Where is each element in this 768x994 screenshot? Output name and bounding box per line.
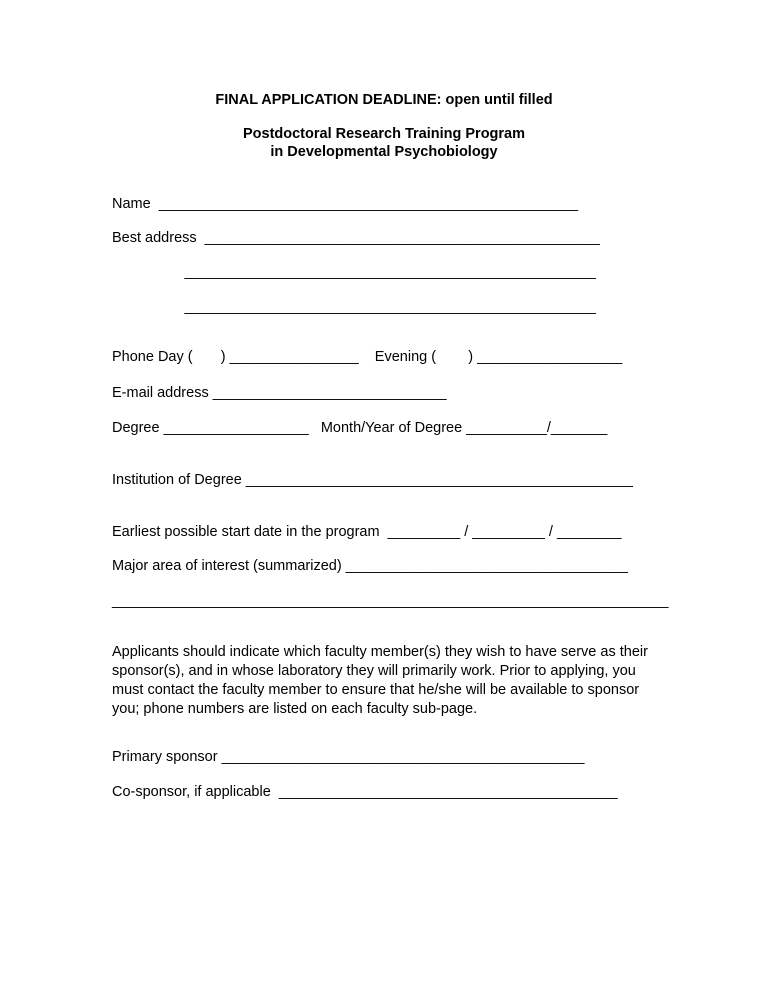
program-title-line1: Postdoctoral Research Training Program — [242, 126, 526, 142]
co-sponsor-field[interactable]: Co-sponsor, if applicable __________________________________________ — [112, 784, 618, 800]
address-line-2[interactable]: ___________________________________________________ — [112, 264, 596, 280]
degree-fields[interactable]: Degree __________________ Month/Year of Degree __________/_______ — [112, 420, 608, 436]
interest-field[interactable]: Major area of interest (summarized) ___________________________________ — [112, 558, 628, 574]
sponsor-instructions: Applicants should indicate which faculty member(s) they wish to have serve as their sponsor(s), and in whose laboratory they will primarily work. Prior to applying, you must contact the faculty member to ensure that he/she will be available to sponsor you; phone numbers are listed on each faculty sub-page. — [112, 644, 648, 717]
email-field[interactable]: E-mail address _____________________________ — [112, 385, 447, 401]
institution-field[interactable]: Institution of Degree ________________________________________________ — [112, 472, 633, 488]
program-title-line2: in Developmental Psychobiology — [270, 144, 498, 160]
name-field[interactable]: Name ____________________________________________________ — [112, 196, 579, 212]
deadline-heading: FINAL APPLICATION DEADLINE: open until filled — [215, 92, 553, 108]
start-date-field[interactable]: Earliest possible start date in the program _________ / _________ / ________ — [112, 524, 622, 540]
address-line-3[interactable]: ___________________________________________________ — [112, 299, 596, 315]
best-address-field[interactable]: Best address _________________________________________________ — [112, 230, 600, 246]
primary-sponsor-field[interactable]: Primary sponsor _____________________________________________ — [112, 749, 585, 765]
interest-line-2[interactable]: _____________________________________________________________________ — [112, 593, 669, 609]
phone-fields[interactable]: Phone Day ( ) ________________ Evening ( ) __________________ — [112, 349, 623, 365]
